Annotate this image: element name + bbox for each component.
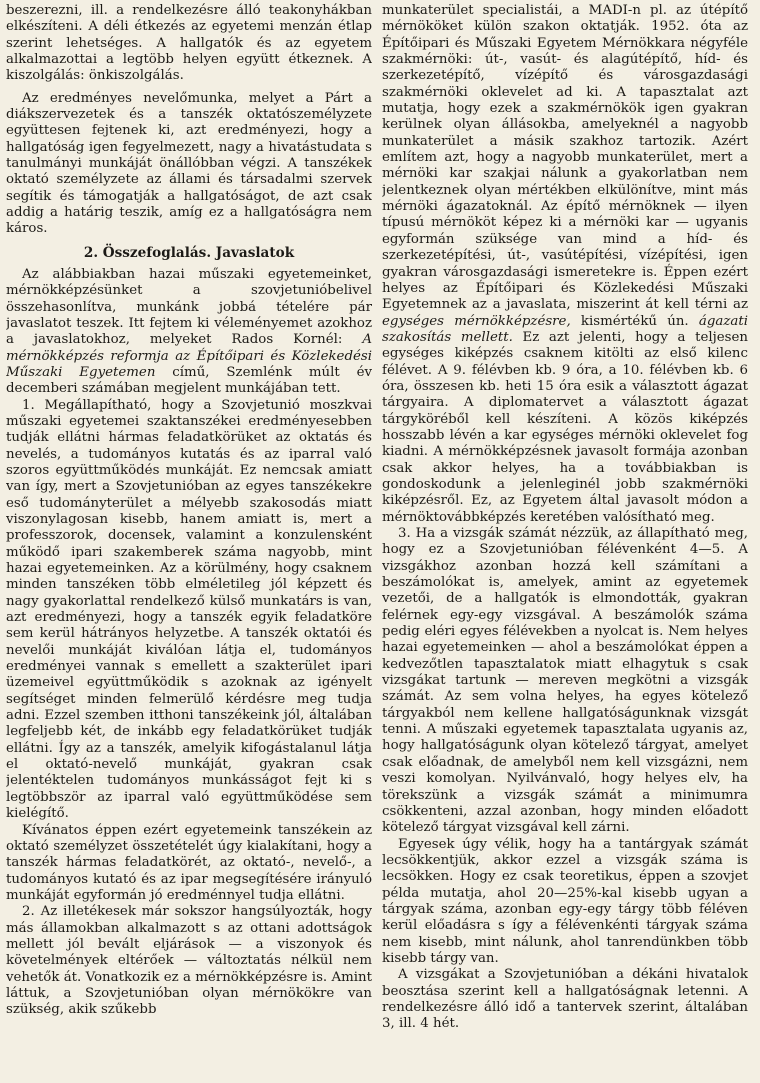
left-column	[6, 3, 372, 1083]
paragraph-specialists: munkaterület specialistái, a MADI-n pl. az útépítő mérnököket külön szakon oktatják. 1952. óta az Építőipari és Műszaki Egyetem Mérnökkara négyféle szakmérnöki: út-, vasút- és alagútépítő, híd- és szerkezetépítő, vízépítő és városgazdasági szakmérnöki oklevelet ad ki. A tapasztalat azt mutatja, hogy ezek a szakmérnökök igen gyakran kerülnek olyan állásokba, amelyeknél a nagyobb munkaterület a másik szakhoz tartozik. Azért említem azt, hogy a nagyobb munkaterület, mert a mérnöki kar szakjai nálunk a gyakorlatban nem jelentkeznek olyan mértékben elkülönítve, mint más mérnöki ágazatoknál. Az építő mérnöknek — ilyen típusú mérnököt képez ki a mérnöki kar — ugyanis egyformán szüksége van mind a híd- és szerkezetépítési, út-, vasútépítési, vízépítési, igen gyakran városgazdasági ismeretekre is. Éppen ezért helyes az Építőipari és Közlekedési Műszaki Egyetemnek az a javaslata, miszerint át kell térni az egységes mérnökképzésre, kismértékű ún. ágazati szakosítás mellett. Ez azt jelenti, hogy a teljesen egységes kiképzés csaknem kitölti az első kilenc félévet. A 9. félévben kb. 9 óra, a 10. félévben kb. 6 óra, összesen kb. heti 15 óra esik a választott ágazat tárgyaira. A diplomatervet a választott ágazat tárgyköréből kell készíteni. A közös kiképzés hosszabb lévén a kar egységes mérnöki oklevelet fog kiadni. A mérnökképzésnek javasolt formája azonban csak akkor helyes, ha a továbbiakban is gondoskodunk a jelenleginél jobb szakmérnöki kiképzésről. Ez, az Egyetem által javasolt módon a mérnöktovábbképzés keretében valósítható meg.	[382, 3, 748, 525]
italic-unified-training: egységes mérnökképzésre,	[382, 313, 571, 329]
paragraph-intro: Az alábbiakban hazai műszaki egyetemeinket, mérnökképzésünket a szovjetunióbelivel összehasonlítva, munkánk jobbá tételére pár javaslatot teszek. Itt fejtem ki véleményemet azokhoz a javaslatokhoz, melyeket Rados Kornél: A mérnökképzés reformja az Építőipari és Közlekedési Műszaki Egyetemen című, Szemlénk múlt év decemberi számában megjelent munkájában tett.	[6, 266, 372, 397]
paragraph-meals: beszerezni, ill. a rendelkezésre álló teakonyhákban elkészíteni. A déli étkezés az egyetemi menzán étlap szerint lehetséges. A hallgatók és az egyetem alkalmazottai a legtöbb helyen együtt étkeznek. A kiszolgálás: önkiszolgálás.	[6, 3, 372, 84]
paragraph-recommendation: Kívánatos éppen ezért egyetemeink tanszékein az oktató személyzet összetételét úgy kialakítani, hogy a tanszék hármas feladatkörét, az oktató-, nevelő-, a tudományos kutató és az ipar megsegítésére irányuló munkáját egyformán jó eredménnyel tudja ellátni.	[6, 822, 372, 903]
paragraph-subjects: Egyesek úgy vélik, hogy ha a tantárgyak számát lecsökkentjük, akkor ezzel a vizsgák száma is lecsökken. Hogy ez csak teoretikus, éppen a szovjet példa mutatja, ahol 20—25%-kal kisebb ugyan a tárgyak száma, azonban egy-egy tárgy több féléven kerül előadásra s így a félévenkénti tárgyak száma nem kisebb, mint nálunk, ahol tanrendünkben több kisebb tárgy van.	[382, 836, 748, 966]
paragraph-education: Az eredményes nevelőmunka, melyet a Párt a diákszervezetek és a tanszék oktatószemélyzete együttesen fejtenek ki, azt eredményezi, hogy a hallgatóság igen fegyelmezett, nagy a hivatástudata s tanulmányi munkáját önállóbban végzi. A tanszékek oktató személyzete az állami és társadalmi szervek segítik és támogatják a hallgatóságot, de azt csak addig a határig teszik, amíg ez a hallgatóságra nem káros.	[6, 90, 372, 237]
right-column	[382, 3, 748, 1083]
paragraph-point-1: 1. Megállapítható, hogy a Szovjetunió moszkvai műszaki egyetemei szaktanszékei eredményesebben tudják ellátni hármas feladatkörüket az oktatás és nevelés, a tudományos kutatás és az iparral való szoros együttműködés munkáját. Ez nemcsak amiatt van így, mert a Szovjetunióban az egyes tanszékekre eső tudományterület a mélyebb szakosodás miatt viszonylagosan kisebb, hanem amiatt is, mert a professzorok, docensek, valamint a konzulensként működő ipari szakemberek száma nagyobb, mint hazai egyetemeinken. Az a körülmény, hogy csaknem minden tanszéken több elméletileg jól képzett és nagy gyakorlattal rendelkező külső munkatárs is van, azt eredményezi, hogy a tanszék egyik feladatköre sem kerül hátrányos helyzetbe. A tanszék oktatói és nevelői munkáját kiválóan látja el, tudományos eredményei vannak s emellett a szakterület ipari üzemeivel együttműködik s azoknak az igényelt segítséget minden felmerülő kérdésre meg tudja adni. Ezzel szemben itthoni tanszékeink jól, általában legfeljebb két, de inkább egy feladatkörüket tudják ellátni. Így az a tanszék, amelyik kifogástalanul látja el oktató-nevelő munkáját, gyakran csak jelentéktelen tudományos munkásságot fejt ki s legtöbbször az iparral való együttműködése sem kielégítő.	[6, 397, 372, 822]
paragraph-exams: A vizsgákat a Szovjetunióban a dékáni hivatalok beosztása szerint kell a hallgatóságnak letenni. A rendelkezésre álló idő a tantervek szerint, általában 3, ill. 4 hét.	[382, 967, 748, 1032]
paragraph-point-3: 3. Ha a vizsgák számát nézzük, az állapítható meg, hogy ez a Szovjetunióban félévenként 4—5. A vizsgákhoz azonban hozzá kell számítani a beszámolókat is, amelyek, amint az egyetemek vezetői, de a hallgatók is elmondották, gyakran felérnek egy-egy vizsgával. A beszámolók száma pedig eléri egyes félévekben a nyolcat is. Nem helyes hazai egyetemeinken — ahol a beszámolókat éppen a kedvezőtlen tapasztalatok miatt elhagytuk s csak vizsgákat tartunk — mereven megkötni a vizsgák számát. Az sem volna helyes, ha egyes kötelező tárgyakból nem kellene hallgatóságunknak vizsgát tenni. A műszaki egyetemek tapasztalata ugyanis az, hogy hallgatóságunk olyan kötelező tárgyat, amelyet csak előadnak, de amelyből nem kell vizsgázni, nem veszi komolyan. Nyilvánvaló, hogy helyes elv, ha törekszünk a vizsgák számát a minimumra csökkenteni, azzal azonban, hogy minden előadott kötelező tárgyat vizsgával kell zárni.	[382, 526, 748, 836]
section-heading: 2. Összefoglalás. Javaslatok	[83, 244, 295, 261]
paragraph-point-2: 2. Az illetékesek már sokszor hangsúlyozták, hogy más államokban alkalmazott s az ottani adottságok mellett jól bevált eljárások — a viszonyok és követelmények eltérőek — változtatás nélkül nem vehetők át. Vonatkozik ez a mérnökképzésre is. Amint láttuk, a Szovjetunióban olyan mérnökökre van szükség, akik szűkebb	[6, 904, 372, 1018]
cited-title: A mérnökképzés reformja az Építőipari és Közlekedési Műszaki Egyetemen	[6, 332, 372, 380]
italic-branch-specialization: ágazati szakosítás mellett.	[382, 313, 748, 345]
